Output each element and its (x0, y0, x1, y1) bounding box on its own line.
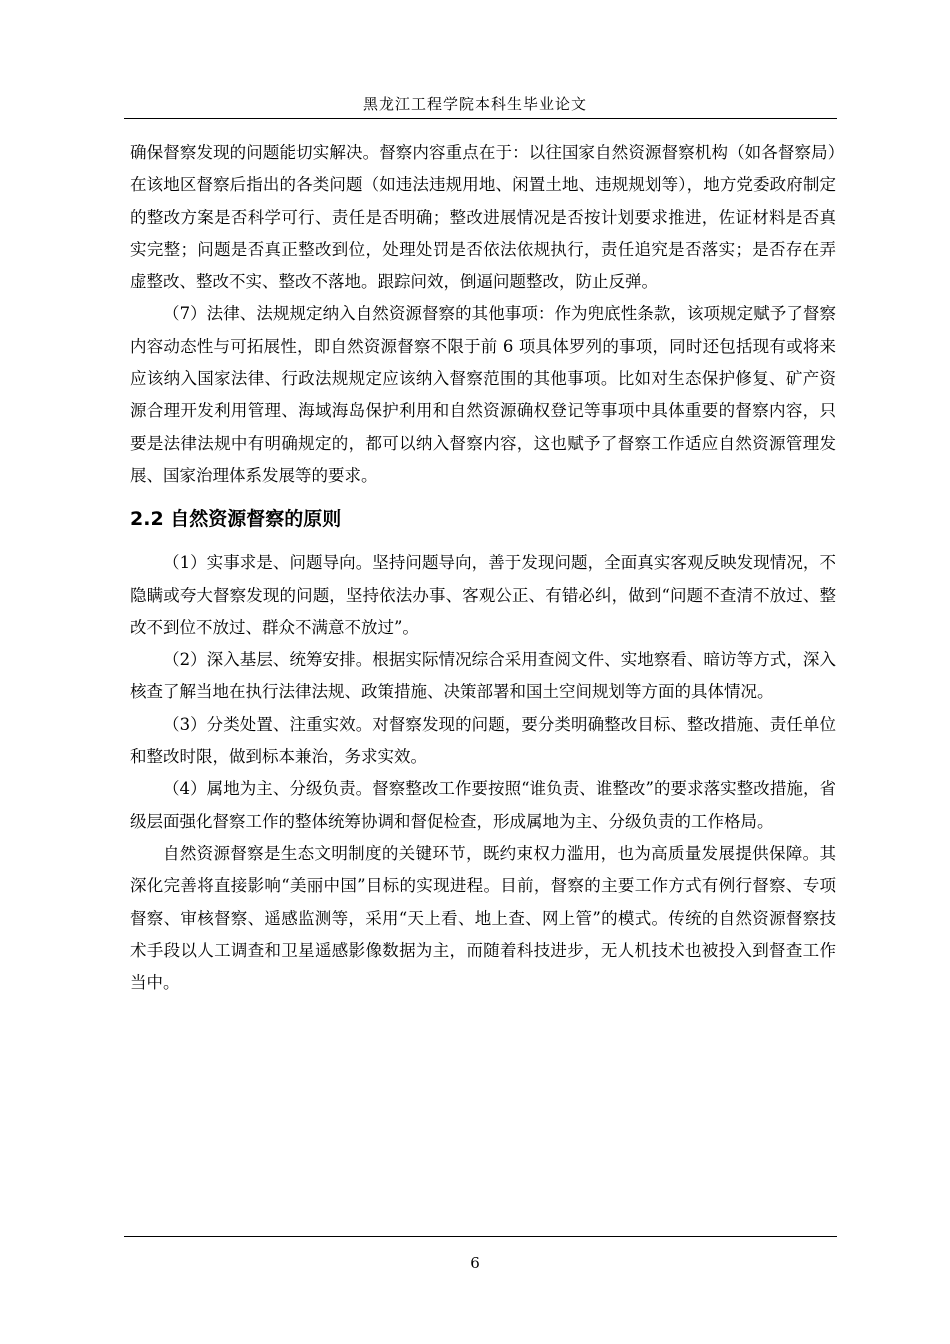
header-divider (124, 118, 837, 119)
summary-paragraph: 自然资源督察是生态文明制度的关键环节，既约束权力滥用，也为高质量发展提供保障。其深化完善将直接影响“美丽中国”目标的实现进程。目前，督察的主要工作方式有例行督察、专项督察、审核督察、遥感监测等，采用“天上看、地上查、网上管”的模式。传统的自然资源督察技术手段以人工调查和卫星遥感影像数据为主，而随着科技进步，无人机技术也被投入到督查工作当中。 (130, 843, 836, 993)
footer-divider (124, 1236, 837, 1237)
page-body (130, 137, 836, 999)
principle-paragraph-2: （2）深入基层、统筹安排。根据实际情况综合采用查阅文件、实地察看、暗访等方式，深入核查了解当地在执行法律法规、政策措施、决策部署和国土空间规划等方面的具体情况。 (130, 650, 836, 702)
body-paragraph-2: （7）法律、法规规定纳入自然资源督察的其他事项：作为兜底性条款，该项规定赋予了督察内容动态性与可拓展性，即自然资源督察不限于前 6 项具体罗列的事项，同时还包括现有或将来应该纳入国家法律、行政法规规定应该纳入督察范围的其他事项。比如对生态保护修复、矿产资源合理开发利用管理、海域海岛保护利用和自然资源确权登记等事项中具体重要的督察内容，只要是法律法规中有明确规定的，都可以纳入督察内容，这也赋予了督察工作适应自然资源管理发展、国家治理体系发展等的要求。 (130, 304, 836, 485)
section-heading-2-2: 2.2 自然资源督察的原则 (130, 508, 342, 531)
principle-paragraph-3: （3）分类处置、注重实效。对督察发现的问题，要分类明确整改目标、整改措施、责任单位和整改时限，做到标本兼治，务求实效。 (130, 714, 836, 767)
principle-paragraph-1: （1）实事求是、问题导向。坚持问题导向，善于发现问题，全面真实客观反映发现情况，不隐瞒或夸大督察发现的问题，坚持依法办事、客观公正、有错必纠，做到“问题不查清不放过、整改不到位不放过、群众不满意不放过”。 (130, 553, 836, 637)
running-header-title: 黑龙江工程学院本科生毕业论文 (362, 95, 587, 113)
page-number: 6 (470, 1254, 480, 1272)
body-paragraph-1: 确保督察发现的问题能切实解决。督察内容重点在于：以往国家自然资源督察机构（如各督察局）在该地区督察后指出的各类问题（如违法违规用地、闲置土地、违规规划等），地方党委政府制定的整改方案是否科学可行、责任是否明确；整改进展情况是否按计划要求推进，佐证材料是否真实完整；问题是否真正整改到位，处理处罚是否依法依规执行，责任追究是否落实；是否存在弄虚整改、整改不实、整改不落地。跟踪问效，倒逼问题整改，防止反弹。 (130, 143, 836, 292)
principle-paragraph-4: （4）属地为主、分级负责。督察整改工作要按照“谁负责、谁整改”的要求落实整改措施，省级层面强化督察工作的整体统筹协调和督促检查，形成属地为主、分级负责的工作格局。 (130, 779, 836, 831)
